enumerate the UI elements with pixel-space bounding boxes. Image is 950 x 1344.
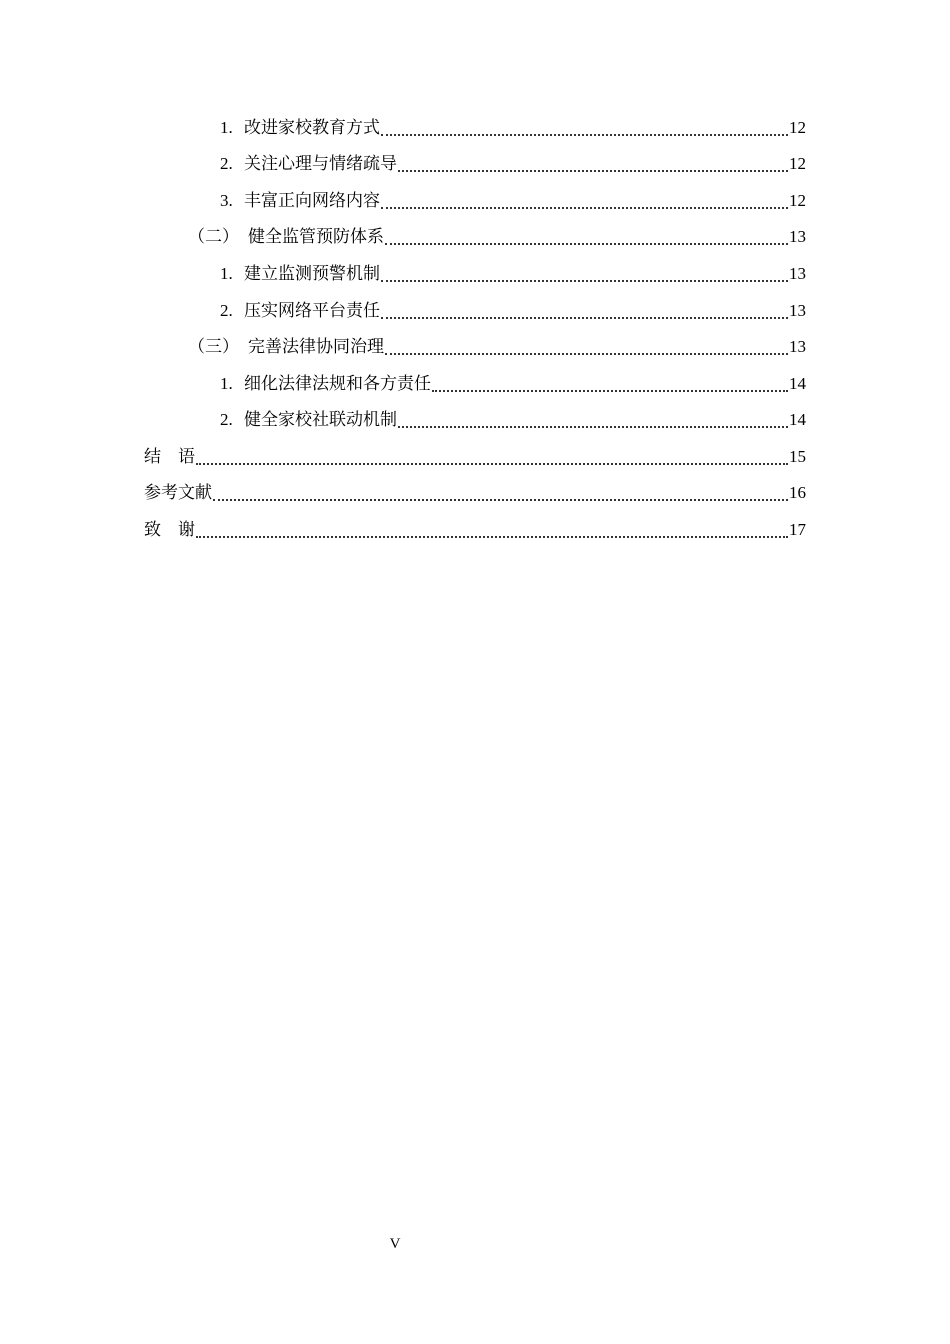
toc-entry[interactable]	[220, 152, 806, 176]
toc-entry-number: 2.	[220, 301, 233, 320]
toc-entry-title: 结 语	[144, 447, 195, 467]
toc-entry-page: 14	[789, 374, 806, 393]
toc-entry-page: 16	[789, 483, 806, 502]
toc-leader-dots	[385, 243, 788, 245]
toc-entry-number: 2.	[220, 410, 233, 429]
toc-leader-dots	[196, 536, 788, 538]
toc-leader-dots	[213, 499, 788, 501]
toc-entry[interactable]	[220, 189, 806, 213]
toc-entry-number: 1.	[220, 374, 233, 393]
toc-leader-dots	[398, 426, 788, 428]
toc-entry-page: 13	[789, 264, 806, 283]
toc-entry-number: 2.	[220, 154, 233, 173]
toc-entry-number: 3.	[220, 191, 233, 210]
toc-entry-title: 建立监测预警机制	[244, 264, 380, 284]
toc-leader-dots	[381, 207, 788, 209]
toc-entry-page: 12	[789, 191, 806, 210]
toc-leader-dots	[432, 390, 788, 392]
toc-entry-page: 12	[789, 118, 806, 137]
toc-entry-number: 1.	[220, 118, 233, 137]
toc-entry-page: 17	[789, 520, 806, 539]
toc-entry-page: 13	[789, 227, 806, 246]
toc-entry-title: 致 谢	[144, 520, 195, 540]
toc-entry-title: 丰富正向网络内容	[244, 191, 380, 211]
toc-entry-number: （三）	[188, 337, 239, 357]
toc-entry-title: 压实网络平台责任	[244, 301, 380, 321]
toc-entry[interactable]	[220, 408, 806, 432]
toc-leader-dots	[385, 353, 788, 355]
toc-entry-title: 关注心理与情绪疏导	[244, 154, 397, 174]
toc-entry-page: 13	[789, 337, 806, 356]
toc-entry-title: 改进家校教育方式	[244, 118, 380, 138]
toc-entry-number: （二）	[188, 227, 239, 247]
toc-entry[interactable]	[220, 262, 806, 286]
toc-entry-page: 12	[789, 154, 806, 173]
toc-leader-dots	[196, 463, 788, 465]
toc-leader-dots	[381, 134, 788, 136]
toc-leader-dots	[381, 280, 788, 282]
toc-entry[interactable]	[188, 335, 806, 359]
toc-entry-title: 健全家校社联动机制	[244, 410, 397, 430]
page-number-footer: V	[389, 1236, 401, 1252]
toc-entry-page: 14	[789, 410, 806, 429]
toc-entry-title: 完善法律协同治理	[248, 337, 384, 357]
toc-entry[interactable]	[220, 299, 806, 323]
toc-entry-page: 15	[789, 447, 806, 466]
toc-entry[interactable]	[220, 372, 806, 396]
toc-entry-title: 参考文献	[144, 483, 212, 503]
toc-entry[interactable]	[188, 225, 806, 249]
toc-leader-dots	[381, 317, 788, 319]
toc-entry[interactable]	[220, 116, 806, 140]
toc-entry-title: 健全监管预防体系	[248, 227, 384, 247]
toc-leader-dots	[398, 170, 788, 172]
toc-entry[interactable]	[144, 445, 806, 469]
toc-entry-title: 细化法律法规和各方责任	[244, 374, 431, 394]
toc-entry-page: 13	[789, 301, 806, 320]
toc-entry[interactable]	[144, 518, 806, 542]
toc-entry-number: 1.	[220, 264, 233, 283]
toc-entry[interactable]	[144, 481, 806, 505]
